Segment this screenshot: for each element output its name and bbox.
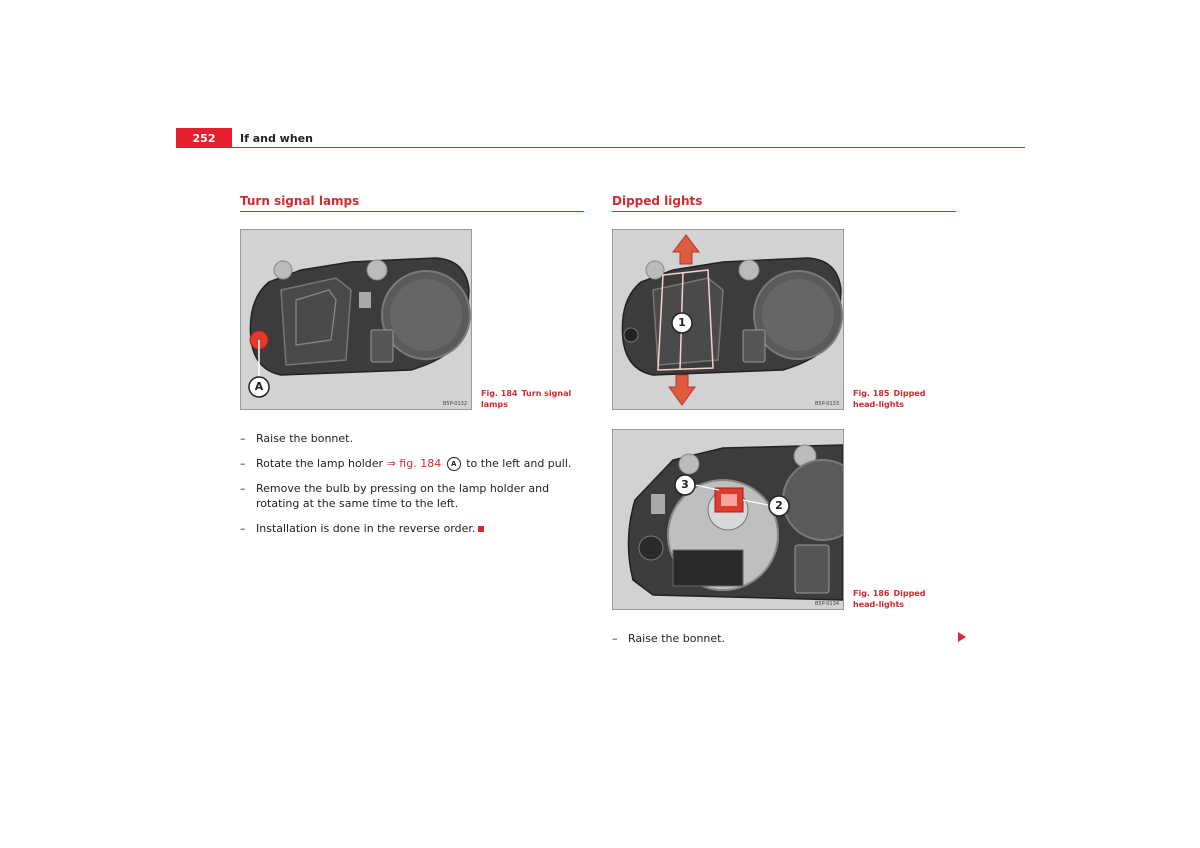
- list-item: [240, 521, 585, 536]
- page-number: 252: [176, 128, 232, 148]
- list-dash: –: [240, 482, 246, 495]
- callout-1: 1: [678, 316, 686, 329]
- triangle-right-icon[interactable]: [958, 632, 966, 642]
- callout-3: 3: [681, 478, 689, 491]
- step-text: Installation is done in the reverse order.: [256, 522, 476, 535]
- step-text: to the left and pull.: [466, 457, 572, 470]
- caption-number: Fig. 185: [853, 389, 890, 398]
- figure-caption-184: [481, 388, 581, 410]
- chapter-title: If and when: [240, 132, 313, 145]
- figure-link[interactable]: ⇒ fig. 184: [386, 457, 442, 470]
- caption-number: Fig. 186: [853, 589, 890, 598]
- figure-turn-signal: [240, 229, 472, 410]
- marker-a-icon: A: [447, 457, 461, 471]
- caption-text: Dipped head-lights: [853, 389, 926, 409]
- caption-number: Fig. 184: [481, 389, 518, 398]
- steps-list-dipped-lights: [612, 631, 957, 656]
- step-text: Rotate the lamp holder: [256, 457, 384, 470]
- list-item: [612, 631, 957, 646]
- figure-dipped-lights-2: [612, 429, 844, 610]
- figure-code: B5P-0134: [814, 601, 839, 607]
- step-text: Remove the bulb by pressing on the lamp holder and rotating at the same time to the left.: [256, 482, 550, 510]
- figure-code: B5P-0133: [814, 401, 839, 407]
- list-item: [240, 456, 585, 471]
- section-title-dipped-lights: Dipped lights: [612, 194, 956, 212]
- callout-2: 2: [775, 499, 783, 512]
- section-title-turn-signal: Turn signal lamps: [240, 194, 584, 212]
- figure-caption-186: [853, 588, 949, 610]
- list-dash: –: [612, 632, 618, 645]
- list-dash: –: [240, 522, 246, 535]
- list-dash: –: [240, 457, 246, 470]
- step-text: Raise the bonnet.: [628, 632, 725, 645]
- figure-caption-185: [853, 388, 949, 410]
- list-dash: –: [240, 432, 246, 445]
- figure-dipped-lights-1: [612, 229, 844, 410]
- caption-text: Dipped head-lights: [853, 589, 926, 609]
- list-item: [240, 431, 585, 446]
- steps-list-turn-signal: [240, 431, 585, 546]
- caption-text: Turn signal lamps: [481, 389, 572, 409]
- step-text: Raise the bonnet.: [256, 432, 353, 445]
- header-rule: [176, 147, 1025, 148]
- list-item: [240, 481, 585, 511]
- callout-a: A: [254, 380, 264, 393]
- square-icon: [478, 526, 484, 532]
- page-header: [176, 128, 1025, 149]
- figure-code: B5P-0132: [442, 401, 467, 407]
